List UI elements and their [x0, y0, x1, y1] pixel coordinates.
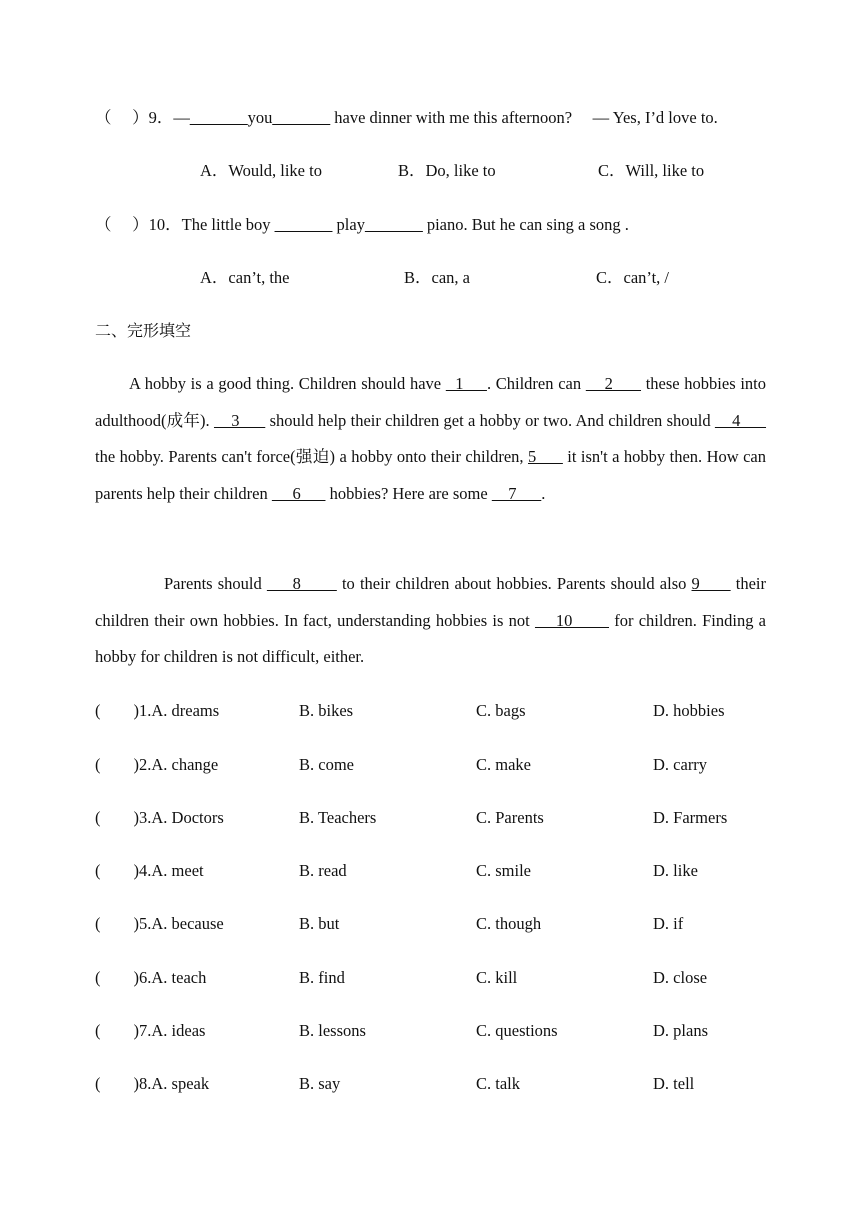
blank-7: 7	[491, 484, 542, 504]
section-title: 二、完形填空	[95, 321, 192, 340]
option-b: B．can, a	[404, 268, 470, 287]
cloze-item-2	[0, 754, 860, 776]
passage-text: these hobbies into adulthood(成年).	[95, 374, 767, 430]
item-c: C. bags	[476, 701, 526, 720]
cloze-passage-2	[95, 566, 766, 676]
passage-text: for children. Finding a hobby for children is not difficult, either.	[95, 610, 767, 667]
question-9-number: （ ）9．—	[95, 108, 190, 127]
answer-blank: _______	[274, 215, 333, 234]
question-9-stem	[95, 108, 718, 128]
item-a: ( )1.A. dreams	[95, 701, 220, 720]
blank-4: 4	[714, 410, 767, 430]
item-b: B. read	[299, 861, 347, 880]
cloze-item-6	[0, 967, 860, 989]
option-b: B．Do, like to	[398, 161, 496, 180]
item-c: C. Parents	[476, 808, 544, 827]
question-10-options	[0, 268, 860, 288]
passage-paragraph-1	[95, 366, 766, 513]
blank-2: 2	[585, 374, 642, 393]
option-c: C．Will, like to	[598, 161, 705, 180]
item-d: D. if	[653, 914, 684, 933]
question-text: have dinner with me this afternoon? — Yes, I’d love to.	[330, 108, 718, 127]
item-c: C. questions	[476, 1021, 558, 1040]
item-b: B. lessons	[299, 1021, 366, 1040]
item-c: C. make	[476, 755, 531, 774]
blank-5: 5	[528, 447, 563, 467]
item-b: B. say	[299, 1074, 341, 1093]
question-text: piano. But he can sing a song .	[422, 215, 629, 234]
item-d: D. hobbies	[653, 701, 725, 720]
passage-paragraph-2	[95, 566, 766, 676]
cloze-item-1	[0, 700, 860, 722]
question-10-stem	[95, 215, 629, 235]
item-d: D. tell	[653, 1074, 695, 1093]
item-a: ( )7.A. ideas	[95, 1021, 206, 1040]
item-b: B. Teachers	[299, 808, 377, 827]
passage-text: it isn't a hobby then. How can parents help their children	[95, 447, 766, 504]
passage-text: to their children about hobbies. Parents should also	[336, 574, 692, 593]
item-d: D. carry	[653, 755, 708, 774]
passage-text: .	[541, 484, 546, 504]
item-a: ( )2.A. change	[95, 755, 219, 774]
cloze-item-5	[0, 913, 860, 935]
option-a: A．can’t, the	[200, 268, 290, 287]
cloze-item-3	[0, 807, 860, 829]
item-a: ( )6.A. teach	[95, 968, 207, 987]
cloze-item-7	[0, 1020, 860, 1042]
passage-text: the hobby. Parents can't force(强迫) a hobby onto their children,	[95, 447, 528, 467]
item-d: D. close	[653, 968, 708, 987]
item-a: ( )4.A. meet	[95, 861, 204, 880]
cloze-item-4	[0, 860, 860, 882]
cloze-passage	[95, 366, 766, 513]
item-c: C. smile	[476, 861, 532, 880]
cloze-item-8	[0, 1073, 860, 1095]
answer-blank: _______	[189, 108, 248, 127]
answer-blank: _______	[272, 108, 331, 127]
item-d: D. Farmers	[653, 808, 728, 827]
passage-text: A hobby is a good thing. Children should have	[129, 374, 446, 393]
passage-text: Parents should	[164, 574, 267, 593]
item-b: B. but	[299, 914, 340, 933]
item-d: D. like	[653, 861, 698, 880]
option-a: A．Would, like to	[200, 161, 322, 180]
item-a: ( )8.A. speak	[95, 1074, 210, 1093]
question-9-options	[0, 161, 860, 181]
item-c: C. kill	[476, 968, 518, 987]
answer-blank: _______	[364, 215, 423, 234]
passage-text: their children their own hobbies. In fact, understanding hobbies is not	[95, 574, 767, 630]
blank-3: 3	[213, 410, 266, 430]
item-d: D. plans	[653, 1021, 708, 1040]
passage-text: . Children can	[486, 374, 586, 393]
item-b: B. come	[299, 755, 354, 774]
question-text: play	[332, 215, 365, 234]
question-10-number: （ ）10．The little boy	[95, 215, 275, 234]
item-c: C. though	[476, 914, 542, 933]
blank-6: 6	[271, 484, 326, 504]
item-b: B. bikes	[299, 701, 354, 720]
blank-1: 1	[445, 374, 487, 393]
passage-text: should help their children get a hobby or two. And children should	[265, 410, 715, 430]
option-c: C．can’t, /	[596, 268, 670, 287]
blank-9: 9	[691, 574, 731, 593]
item-b: B. find	[299, 968, 345, 987]
passage-text: hobbies? Here are some	[325, 484, 492, 504]
item-a: ( )5.A. because	[95, 914, 224, 933]
item-a: ( )3.A. Doctors	[95, 808, 224, 827]
blank-8: 8	[266, 574, 337, 593]
item-c: C. talk	[476, 1074, 520, 1093]
question-text: you	[247, 108, 273, 127]
blank-10: 10	[534, 610, 609, 630]
